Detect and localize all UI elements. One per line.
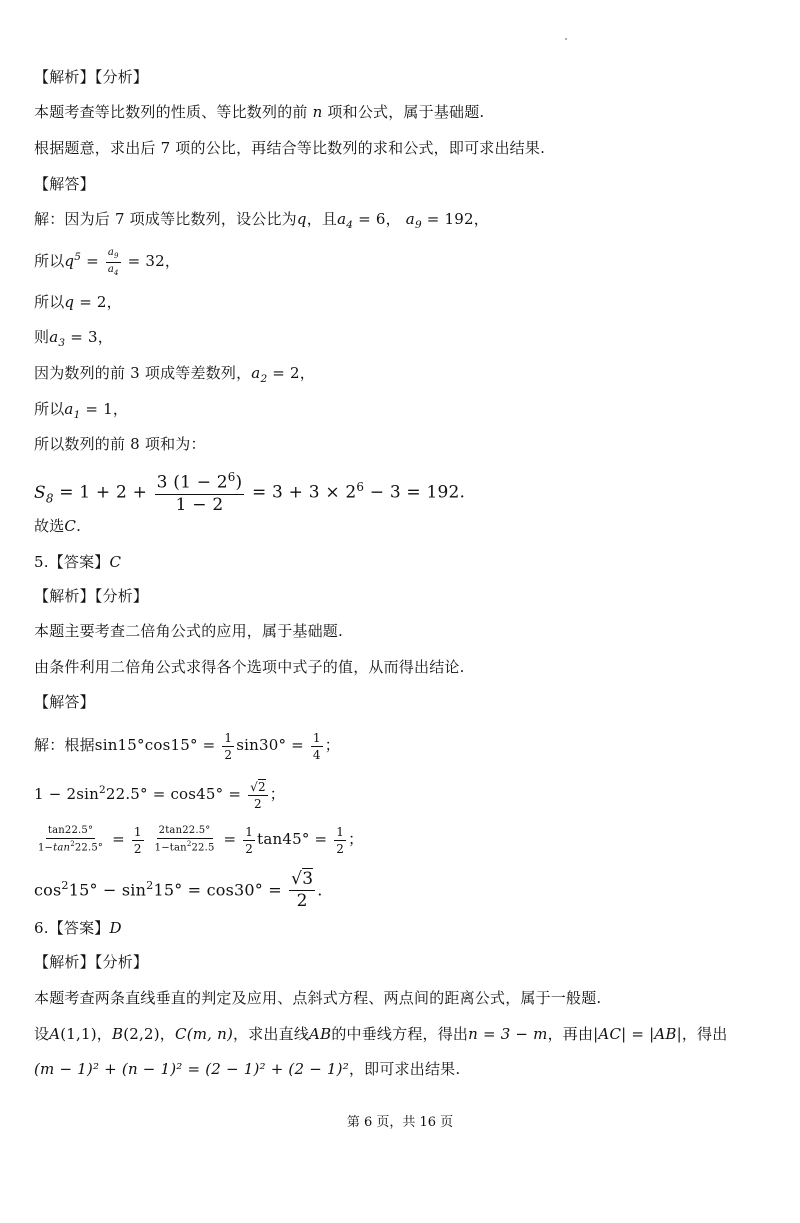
math: (1,1)， (60, 1025, 113, 1043)
text: 的中垂线方程，得出 (331, 1025, 469, 1043)
text: 故选 (34, 517, 65, 535)
math: (m − 1)² + (n − 1)² = (2 − 1)² + (2 − 1)² (34, 1060, 349, 1078)
fraction-one-quarter: $\frac{1}{4}$ (312, 730, 321, 762)
point-A: A (49, 1025, 61, 1043)
text: ； (269, 785, 285, 803)
q6-analysis-line-2 (34, 1024, 727, 1044)
math: 1 − 2sin (34, 785, 99, 803)
text: . (317, 880, 323, 900)
q4-solution-line-4 (34, 327, 113, 353)
text: ，得出 (681, 1025, 728, 1043)
q4-analysis-line-2: 根据题意，求出后 7 项的公比，再结合等比数列的求和公式，即可求出结果. (34, 139, 546, 157)
math-a4: $a_4$ (337, 210, 354, 231)
math: = 6， (358, 210, 401, 228)
math: (m, n) (186, 1025, 234, 1043)
math: = 32， (127, 252, 181, 270)
text: 5.【答案】 (34, 553, 110, 571)
text: 解：因为后 7 项成等比数列，设公比为 (34, 210, 297, 228)
math-a3: $a_3$ (49, 328, 66, 349)
q5-solution-line-2: $1 - 2\sin^222.5^\circ = \cos 45^\circ$ = $\frac{√2}{2}$ ； (34, 779, 285, 811)
math: 22.5° = cos45° = (105, 785, 242, 803)
text: 所以 (34, 400, 65, 418)
fraction-a9-over-a4: $\frac{a_9}{a_4}$ (107, 246, 119, 277)
text: ； (348, 830, 364, 848)
math: 15° − sin (68, 880, 147, 900)
q6-answer (34, 918, 122, 938)
analysis-header-1: 【解析】【分析】 (34, 68, 149, 86)
choice: C (109, 553, 122, 571)
q5-solution-line-1 (34, 730, 340, 761)
math: − 3 = 192. (369, 482, 466, 503)
fraction-sqrt2-over-2: $\frac{√2}{2}$ (250, 779, 266, 811)
math: 解：根据sin15°cos15° = (34, 736, 216, 754)
segment-AB: AB (309, 1025, 332, 1043)
q4-analysis-line-1 (34, 102, 484, 122)
q4-solution-line-6 (34, 399, 128, 425)
math: sin30° = (236, 736, 304, 754)
math-s8: $S_8$ (34, 482, 54, 506)
math: = 1， (85, 400, 129, 418)
text: ，再由 (547, 1025, 594, 1043)
fraction-one-half: $\frac{1}{2}$ (224, 730, 233, 762)
q6-analysis-line-1: 本题考查两条直线垂直的判定及应用、点斜式方程、两点间的距离公式，属于一般题. (34, 989, 602, 1007)
q4-solution-sum-formula: $S_8 = 1 + 2$ + $\frac{3 (1 - 2^6)}{1 - 2}$ = $3 + 3 \times 2^6 - 3 = 192$. (34, 470, 466, 515)
q5-solution-line-4: $\cos^215^\circ - \sin^215^\circ = \cos 30^\circ$ = $\frac{√3}{2}$ . (34, 869, 323, 912)
q5-answer (34, 552, 121, 572)
text: ，且 (306, 210, 338, 228)
q4-solution-line-1 (34, 209, 489, 235)
point-C: C (175, 1025, 187, 1043)
math: = 2， (79, 293, 122, 311)
choice: C (64, 517, 77, 535)
text: ，求出直线 (233, 1025, 310, 1043)
q4-solution-line-3 (34, 292, 122, 312)
math: = 3， (70, 328, 113, 346)
text: 设 (34, 1025, 50, 1043)
math: cos (34, 880, 62, 900)
fraction-one-half: $\frac{1}{2}$ (245, 824, 254, 856)
math-q5: $q^5$ (64, 251, 82, 270)
fraction-sqrt3-over-2: $\frac{√3}{2}$ (291, 869, 314, 912)
fraction-tan-ratio: $\frac{\tan 22.5^\circ}{1-\tan^222.5^\circ}$ (38, 825, 104, 854)
text: ，即可求出结果. (348, 1060, 461, 1078)
scan-speck (565, 38, 567, 40)
var-n: n (312, 103, 323, 121)
q4-solution-line-5 (34, 363, 315, 389)
text: 本题考查等比数列的性质、等比数列的前 (34, 103, 308, 121)
analysis-header-2: 【解析】【分析】 (34, 587, 149, 605)
text: 项和公式，属于基础题. (327, 103, 485, 121)
fraction-double-angle: $\frac{2\tan 22.5^\circ}{1-\tan^222.5}$ (154, 825, 215, 854)
q4-solution-line-7: 所以数列的前 8 项和为： (34, 435, 206, 453)
q5-solution-line-3: $\frac{\tan 22.5^\circ}{1-\tan^222.5^\circ}$ = $\frac{1}{2}$ $\frac{2\tan 22.5^\circ}{1-\tan^222.5}$ = $\frac{1}{2}$ tan45° = $\frac{1}{2}$ ； (38, 824, 364, 856)
text: 因为数列的前 3 项成等差数列， (34, 364, 252, 382)
math: (2,2)， (123, 1025, 176, 1043)
math: n = 3 − m (468, 1025, 548, 1043)
text: 所以 (34, 252, 65, 270)
math-a9: $a_9$ (405, 210, 422, 231)
text: 所以 (34, 293, 65, 311)
q4-solution-line-2: 所以$q^5$ = $\frac{a_9}{a_4}$ = 32， (34, 246, 181, 277)
math-q: q (64, 293, 75, 311)
var-q: q (296, 210, 307, 228)
text: 则 (34, 328, 50, 346)
fraction-one-half: $\frac{1}{2}$ (133, 824, 142, 856)
text: 6.【答案】 (34, 919, 110, 937)
answer-header-2: 【解答】 (34, 693, 95, 711)
choice: D (109, 919, 122, 937)
math-a2: $a_2$ (251, 364, 268, 385)
math: = 1 + 2 + (59, 482, 148, 503)
page-footer: 第 6 页，共 16 页 (346, 1115, 454, 1130)
q6-analysis-line-3 (34, 1059, 460, 1079)
text: ； (324, 736, 340, 754)
q4-solution-conclusion: 故选C. (34, 517, 82, 535)
math: |AC| = |AB| (593, 1025, 682, 1043)
math-a1: $a_1$ (64, 400, 81, 421)
math: 15° = cos30° = (153, 880, 282, 900)
math: = 2， (272, 364, 315, 382)
fraction-one-half: $\frac{1}{2}$ (336, 824, 345, 856)
fraction-sum: $\frac{3 (1 - 2^6)}{1 - 2}$ (156, 470, 243, 515)
math: tan45° = (257, 830, 328, 848)
q5-analysis-line-2: 由条件利用二倍角公式求得各个选项中式子的值，从而得出结论. (34, 658, 465, 676)
answer-header-1: 【解答】 (34, 175, 95, 193)
math: = 192， (426, 210, 489, 228)
point-B: B (112, 1025, 124, 1043)
math: = 3 + 3 × 2 (251, 482, 357, 503)
q5-analysis-line-1: 本题主要考查二倍角公式的应用，属于基础题. (34, 622, 343, 640)
analysis-header-3: 【解析】【分析】 (34, 953, 149, 971)
